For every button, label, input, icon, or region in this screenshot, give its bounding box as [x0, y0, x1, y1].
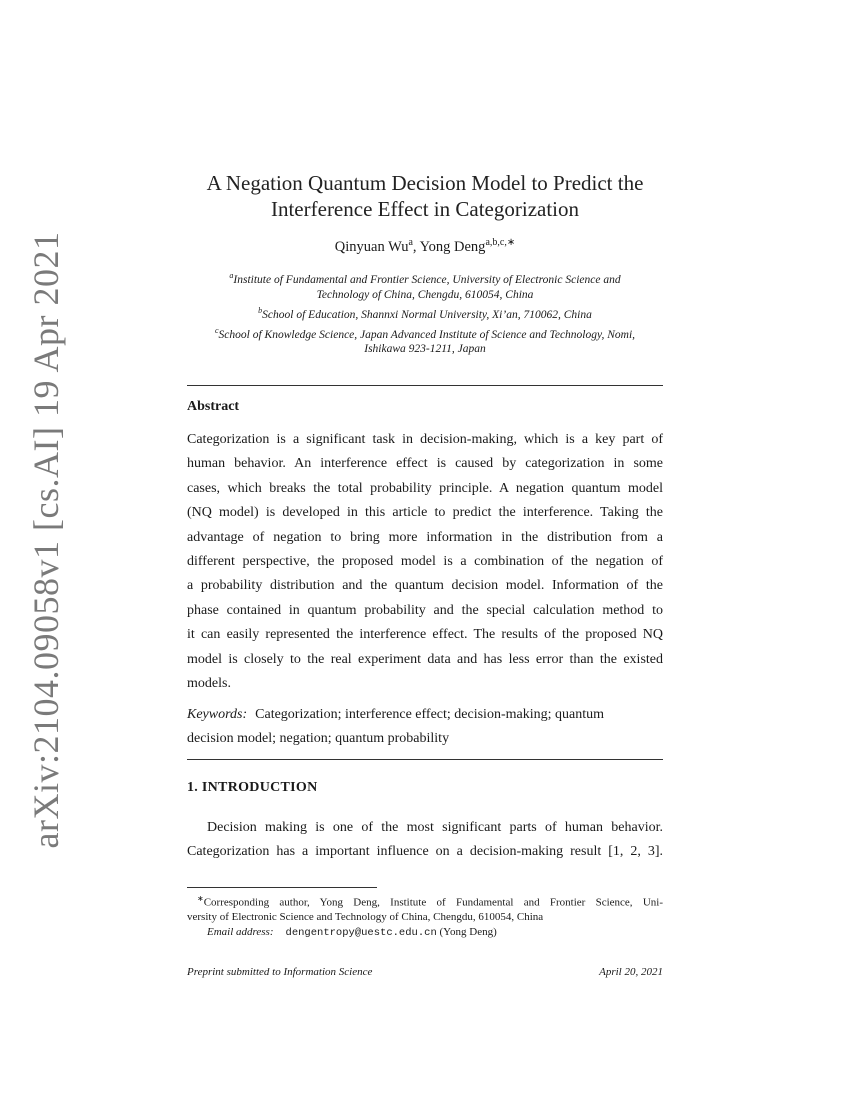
abstract-line: cases, which breaks the total probability principle. A negation quantum model: [187, 480, 663, 496]
paper-title: [150, 170, 700, 222]
affiliation-c-cont: Ishikawa 923-1211, Japan: [364, 343, 486, 356]
email-label: Email address:: [207, 925, 274, 938]
footnote-line-2: versity of Electronic Science and Technology of China, Chengdu, 610054, China: [187, 911, 544, 924]
affiliation-a-cont: Technology of China, Chengdu, 610054, China: [316, 288, 534, 301]
footnote-email-line: [187, 925, 663, 941]
title-line-1: A Negation Quantum Decision Model to Predict the: [206, 171, 644, 195]
intro-line: Decision making is one of the most significant parts of human behavior.: [207, 820, 663, 835]
author-affil-mark: a: [408, 237, 413, 248]
abstract-line: different perspective, the proposed model is a combination of the negation of: [187, 554, 663, 570]
keywords-bottom-rule: [187, 759, 663, 760]
affiliation-b: $^b$School of Education, Shannxi Normal University, Xi’an, 710062, China: [258, 305, 592, 321]
author-name: Qinyuan Wu: [334, 238, 409, 255]
email-address-link[interactable]: dengentropy@uestc.edu.cn: [285, 926, 437, 939]
author-affil-mark: a,b,c,∗: [485, 237, 516, 248]
affiliation-c: $^c$School of Knowledge Science, Japan Advanced Institute of Science and Technology, Nomi,: [214, 325, 636, 341]
intro-line: Categorization has a important influence on a decision-making result [1, 2, 3].: [187, 844, 663, 860]
affiliations: [150, 268, 700, 357]
corresponding-author-footnote: [187, 892, 663, 940]
abstract-line: models.: [187, 676, 231, 692]
keywords-line-1: Keywords: Categorization; interference effect; decision-making; quantum: [187, 707, 604, 722]
author-name: Yong Deng: [419, 238, 486, 255]
abstract-line: it can easily represented the interference effect. The results of the proposed NQ: [187, 627, 663, 643]
keywords-label: Keywords:: [187, 707, 248, 722]
footnote-line-1: ∗Corresponding author, Yong Deng, Institute of Fundamental and Frontier Science, Uni-: [197, 894, 663, 909]
abstract-line: model is closely to the real experiment data and has less error than the existed: [187, 651, 663, 667]
abstract-line: Categorization is a significant task in decision-making, which is a key part of: [187, 432, 663, 447]
abstract-line: human behavior. An interference effect is caused by categorization in some: [187, 456, 663, 472]
preprint-date: April 20, 2021: [599, 966, 663, 978]
introduction-body: [187, 816, 663, 865]
author-list: [150, 237, 700, 256]
abstract-line: phase contained in quantum probability and the special calculation method to: [187, 602, 663, 618]
abstract-heading: Abstract: [187, 399, 240, 414]
email-suffix: (Yong Deng): [436, 925, 497, 938]
arxiv-identifier-stamp: arXiv:2104.09058v1 [cs.AI] 19 Apr 2021: [26, 231, 66, 849]
keywords: [187, 703, 663, 752]
title-line-2: Interference Effect in Categorization: [270, 197, 580, 221]
affiliation-a: $^a$Institute of Fundamental and Frontier Science, University of Electronic Science and: [229, 271, 621, 286]
footnote-rule: [187, 887, 377, 888]
keywords-line-2: decision model; negation; quantum probability: [187, 731, 450, 747]
preprint-note: Preprint submitted to Information Science: [187, 966, 373, 978]
abstract-line: a probability distribution and the quantum decision model. Information of the: [187, 578, 663, 594]
author-separator: ,: [412, 238, 420, 255]
abstract-body: [187, 428, 663, 696]
abstract-line: (NQ model) is developed in this article to predict the interference. Taking the: [187, 505, 663, 521]
abstract-top-rule: [187, 385, 663, 386]
abstract-line: advantage of negation to bring more information in the distribution from a: [187, 529, 663, 545]
section-heading-introduction: 1. INTRODUCTION: [187, 780, 318, 795]
